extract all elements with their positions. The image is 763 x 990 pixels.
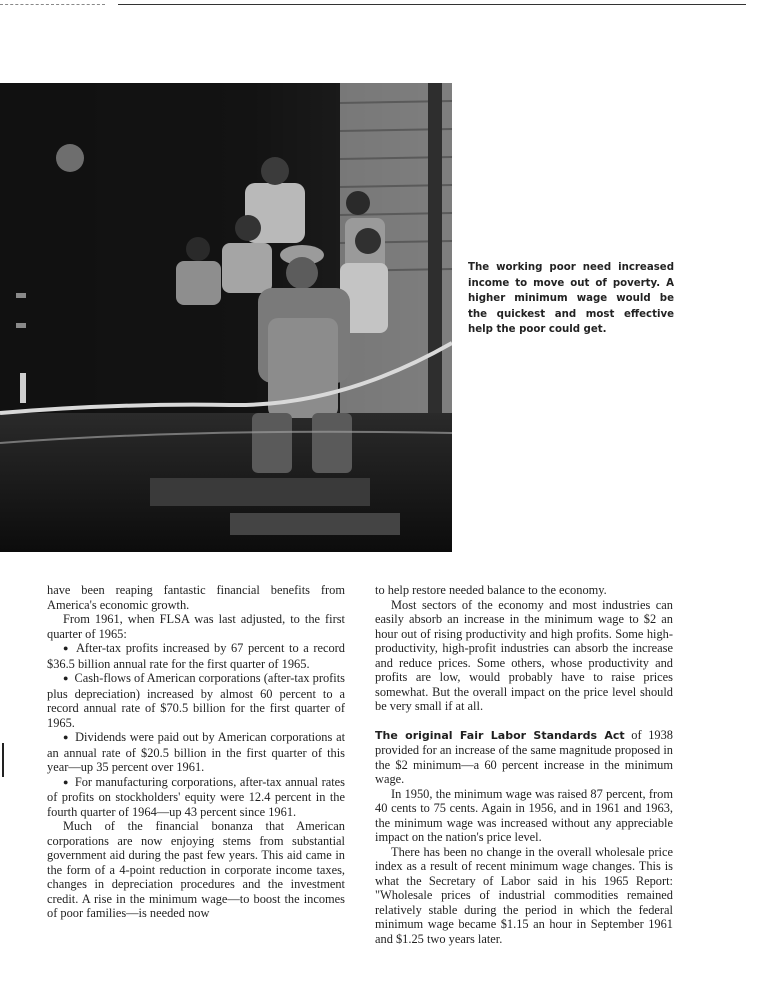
top-dashed-rule [0,4,105,5]
left-bullet-2: ● Cash-flows of American corporations (after-tax profits plus depreciation) increased by almost 60 percent to a record annual rate of $70.5 billion for the first quarter of 1965. [47,671,345,730]
right-paragraph-3 [375,728,673,787]
photo-caption [468,260,674,338]
top-rule [118,4,746,5]
right-column [375,583,673,946]
photo-working-poor-family [0,83,452,552]
photo-illustration [0,83,452,552]
right-paragraph-5: There has been no change in the overall wholesale price index as a result of recent minimum wage changes. This is what the Secretary of Labor said in his 1965 Report: "Wholesale prices of industrial commodities remained relatively stable during the period in which the federal minimum wage became $1.15 an hour in September 1961 and $1.25 two years later. [375,844,673,946]
left-column [47,583,345,921]
right-paragraph-1: to help restore needed balance to the economy. [375,583,607,597]
right-paragraph-2: Most sectors of the economy and most industries can easily absorb an increase in the minimum wage to $2 an hour out of rising productivity and high profits. Some high-productivity, high-profit industries can absorb the increase and reduce prices. Some others, whose productivity and profits are low, would probably have to raise prices somewhat. But the overall impact on the price level should be very small if at all. [375,597,673,713]
left-paragraph-3: Much of the financial bonanza that American corporations are now enjoying stems from substantial government aid during the past few years. This aid came in the form of a 4-point reduction in corporate income taxes, changes in depreciation procedures and the investment credit. A rise in the minimum wage—to boost the incomes of poor families—is needed now [47,819,345,920]
margin-mark [2,743,4,777]
photo-caption-text: The working poor need increased income to move out of poverty. A higher minimum wage would be the quickest and most effective help the poor could get. [468,262,674,336]
right-paragraph-3-text: of 1938 provided for an increase of the same magnitude proposed in the $2 minimum—a 60 percent increase in the minimum wage. [375,727,673,786]
left-bullet-1: ● After-tax profits increased by 67 percent to a record $36.5 billion annual rate for the first quarter of 1965. [47,641,345,671]
left-bullet-3: ● Dividends were paid out by American corporations at an annual rate of $20.5 billion in the first quarter of this year—up 35 percent over 1961. [47,730,345,775]
left-paragraph-1: have been reaping fantastic financial benefits from America's economic growth. [47,583,345,612]
left-bullet-4: ● For manufacturing corporations, after-tax annual rates of profits on stockholders' equity were 12.4 percent in the fourth quarter of 1964—up 43 percent since 1961. [47,775,345,820]
left-paragraph-2: From 1961, when FLSA was last adjusted, to the first quarter of 1965: [47,612,345,641]
run-in-heading: The original Fair Labor Standards Act [375,728,625,742]
right-paragraph-4: In 1950, the minimum wage was raised 87 percent, from 40 cents to 75 cents. Again in 1956, and in 1961 and 1963, the minimum wage was increased without any appreciable impact on the nation's price level. [375,786,673,844]
